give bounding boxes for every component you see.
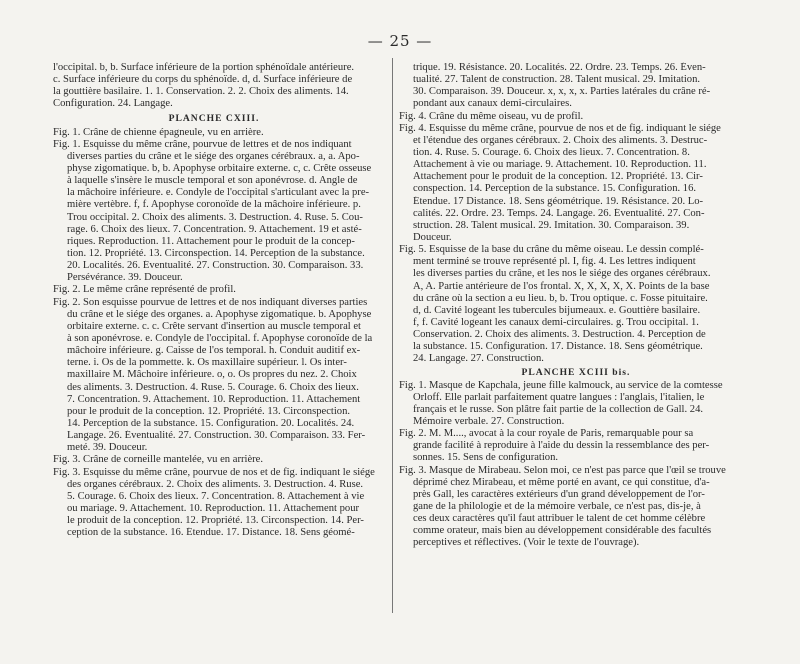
text-line: le produit de la conception. 12. Propriété. 13. Circonspection. 14. Per-	[67, 515, 364, 527]
text-line: rage. 6. Choix des lieux. 7. Concentration. 9. Attachement. 19 et asté-	[67, 223, 362, 235]
left-column	[53, 62, 375, 539]
text-line: mière vertèbre. f, f. Apophyse coronoïde de la mâchoire inférieure. p.	[67, 199, 361, 211]
text-line: des aliments. 3. Destruction. 4. Ruse. 5. Courage. 6. Choix des lieux.	[67, 381, 359, 393]
text-line: grande facilité à reproduire à l'aide du dessin la ressemblance des per-	[413, 440, 710, 452]
text-line: Attachement pour le produit de la conception. 12. Propriété. 13. Cir-	[413, 171, 703, 183]
right-column	[399, 62, 753, 549]
text-line: maxillaire M. Mâchoire inférieure. o, o. Os propres du nez. 2. Choix	[67, 369, 357, 381]
text-line: 14. Perception de la substance. 15. Configuration. 20. Localités. 24.	[67, 417, 355, 429]
text-line: struction. 28. Talent musical. 29. Imitation. 30. Comparaison. 39.	[413, 219, 690, 231]
text-line: Conservation. 2. Choix des aliments. 3. Destruction. 4. Perception de	[413, 329, 706, 341]
text-line: 5. Courage. 6. Choix des lieux. 7. Concentration. 8. Attachement à vie	[67, 490, 365, 502]
text-line: Orloff. Elle parlait parfaitement quatre langues : l'anglais, l'italien, le	[413, 391, 705, 403]
text-line: pour le produit de la conception. 12. Propriété. 13. Circonspection.	[67, 405, 351, 417]
text-line: mâchoire inférieure. g. Caisse de l'os temporal. h. Conduit auditif ex-	[67, 345, 361, 357]
page-number: — 25 —	[367, 32, 433, 50]
figure-caption-line: Fig. 2. M. M...., avocat à la cour royale de Paris, remarquable pour sa	[399, 428, 694, 440]
text-line: terne. i. Os de la pommette. k. Os maxillaire supérieur. l. Os inter-	[67, 357, 347, 369]
column-divider	[392, 58, 393, 613]
text-line: meté. 39. Douceur.	[67, 442, 148, 454]
text-line: diverses parties du crâne et le siége des organes cérébraux. a, a. Apo-	[67, 150, 360, 162]
text-line: riques. Reproduction. 11. Attachement pour le produit de la concep-	[67, 235, 355, 247]
text-line: A, A. Partie antérieure de l'os frontal. X, X, X, X, X. Points de la base	[413, 280, 710, 292]
text-line: Configuration. 24. Langage.	[53, 98, 173, 110]
text-line: 20. Localités. 26. Éventualité. 27. Construction. 30. Comparaison. 33.	[67, 260, 364, 272]
figure-caption-line: Fig. 3. Masque de Mirabeau. Selon moi, ce n'est pas parce que l'œil se trouve	[399, 464, 726, 476]
text-line: pondant aux canaux demi-circulaires.	[413, 98, 572, 110]
figure-caption-line: Fig. 1. Crâne de chienne épagneule, vu en arrière.	[53, 126, 264, 138]
text-line: Persévérance. 39. Douceur.	[67, 272, 183, 284]
figure-caption-line: Fig. 3. Esquisse du même crâne, pourvue de nos et de fig. indiquant le siége	[53, 466, 375, 478]
text-line: du crâne où la section a eu lieu. b, b. Trou optique. c. Fosse pituitaire.	[413, 292, 708, 304]
figure-caption-line: Fig. 1. Esquisse du même crâne, pourvue de lettres et de nos indiquant	[53, 138, 352, 150]
text-line: Langage. 26. Éventualité. 27. Construction. 30. Comparaison. 33. Fer-	[67, 430, 366, 442]
text-line: Douceur.	[413, 231, 452, 243]
text-line: ception de la substance. 16. Étendue. 17. Distance. 18. Sens géomé-	[67, 527, 355, 539]
text-line: perceptives et réflectives. (Voir le texte de l'ouvrage).	[413, 537, 640, 549]
text-line: l'occipital. b, b. Surface inférieure de la portion sphénoïdale antérieure.	[53, 62, 355, 73]
text-line: Étendue. 17 Distance. 18. Sens géométrique. 19. Résistance. 20. Lo-	[413, 195, 704, 207]
text-line: des organes cérébraux. 2. Choix des aliments. 3. Destruction. 4. Ruse.	[67, 478, 364, 490]
text-line: la mâchoire inférieure. e. Condyle de l'occipital s'articulant avec la pre-	[67, 187, 370, 199]
text-line: à laquelle s'insère le muscle temporal et son aponévrose. d. Angle de	[67, 175, 358, 187]
figure-caption-line: Fig. 4. Crâne du même oiseau, vu de profil.	[399, 110, 584, 122]
text-line: conspection. 14. Perception de la substance. 15. Configuration. 16.	[413, 183, 697, 195]
plate-heading: PLANCHE XCIII bis.	[521, 366, 631, 378]
figure-caption-line: Fig. 2. Le même crâne représenté de profil.	[53, 284, 236, 296]
text-line: la substance. 15. Configuration. 17. Distance. 18. Sens géométrique.	[413, 341, 703, 353]
text-line: du crâne et le siége des organes. a. Apophyse zigomatique. b. Apophyse	[67, 308, 372, 320]
figure-caption-line: Fig. 5. Esquisse de la base du crâne du même oiseau. Le dessin complé-	[399, 244, 704, 256]
text-line: ou mariage. 9. Attachement. 10. Reproduction. 11. Attachement pour	[67, 502, 360, 514]
text-line: sonnes. 15. Sens de configuration.	[413, 452, 559, 464]
text-line: physe zigomatique. b, b. Apophyse orbitaire externe. c, c. Crête osseuse	[67, 162, 372, 174]
text-line: gane de la philologie et de la mémoire verbale, ce n'est pas, dis-je, à	[413, 500, 701, 512]
text-line: à son aponévrose. e. Condyle de l'occipital. f. Apophyse coronoïde de la	[67, 332, 373, 344]
text-line: 24. Langage. 27. Construction.	[413, 353, 544, 365]
text-line: ces deux caractères qu'il faut attribuer le talent de cet homme célèbre	[413, 513, 706, 525]
figure-caption-line: Fig. 3. Crâne de corneille mantelée, vu en arrière.	[53, 454, 264, 466]
text-line: et l'étendue des organes cérébraux. 2. Choix des aliments. 3. Destruc-	[413, 134, 708, 146]
figure-caption-line: Fig. 1. Masque de Kapchala, jeune fille kalmouck, au service de la comtesse	[399, 379, 723, 391]
text-line: 7. Concentration. 9. Attachement. 10. Reproduction. 11. Attachement	[67, 393, 361, 405]
text-line: tion. 4. Ruse. 5. Courage. 6. Choix des lieux. 7. Concentration. 8.	[413, 146, 690, 158]
text-line: calités. 22. Ordre. 23. Temps. 24. Langage. 26. Éventualité. 27. Con-	[413, 207, 705, 219]
text-line: tualité. 27. Talent de construction. 28. Talent musical. 29. Imitation.	[413, 74, 701, 86]
text-line: 30. Comparaison. 39. Douceur. x, x, x, x. Parties latérales du crâne ré-	[413, 86, 711, 98]
figure-caption-line: Fig. 2. Son esquisse pourvue de lettres et de nos indiquant diverses parties	[53, 296, 368, 308]
text-line: orbitaire externe. c. c. Crête servant d'insertion au muscle temporal et	[67, 320, 362, 332]
figure-caption-line: Fig. 4. Esquisse du même crâne, pourvue de nos et de fig. indiquant le siége	[399, 122, 721, 134]
text-line: tion. 12. Propriété. 13. Circonspection. 14. Perception de la substance.	[67, 247, 365, 259]
text-line: c. Surface inférieure du corps du sphénoïde. d, d. Surface inférieure de	[53, 74, 353, 86]
text-line: Trou occipital. 2. Choix des aliments. 3. Destruction. 4. Ruse. 5. Cou-	[67, 211, 363, 223]
text-line: la gouttière basilaire. 1. 1. Conservation. 2. 2. Choix des aliments. 14.	[53, 86, 349, 98]
text-line: Mémoire verbale. 27. Construction.	[413, 415, 565, 427]
text-line: trique. 19. Résistance. 20. Localités. 22. Ordre. 23. Temps. 26. Éven-	[413, 62, 706, 73]
text-line: français et le russe. Son plâtre fait partie de la collection de Gall. 24.	[413, 403, 704, 415]
text-line: d, d. Cavité logeant les tubercules bijumeaux. e. Gouttière basilaire.	[413, 304, 701, 316]
text-line: déprimé chez Mirabeau, et même porté en avant, ce qui constitue, d'a-	[413, 476, 710, 488]
text-line: les diverses parties du crâne, et les nos le siége des organes cérébraux.	[413, 268, 711, 280]
text-line: comme orateur, mais bien au développement considérable des facultés	[413, 525, 712, 537]
text-line: f, f. Cavité logeant les canaux demi-circulaires. g. Trou occipital. 1.	[413, 316, 699, 328]
text-line: ment terminé se trouve représenté pl. I, fig. 4. Les lettres indiquent	[413, 256, 696, 268]
plate-heading: PLANCHE CXIII.	[168, 112, 260, 124]
text-line: Attachement à vie ou mariage. 9. Attachement. 10. Reproduction. 11.	[413, 159, 707, 171]
text-line: près Gall, les caractères extérieurs d'un grand développement de l'or-	[413, 488, 705, 500]
